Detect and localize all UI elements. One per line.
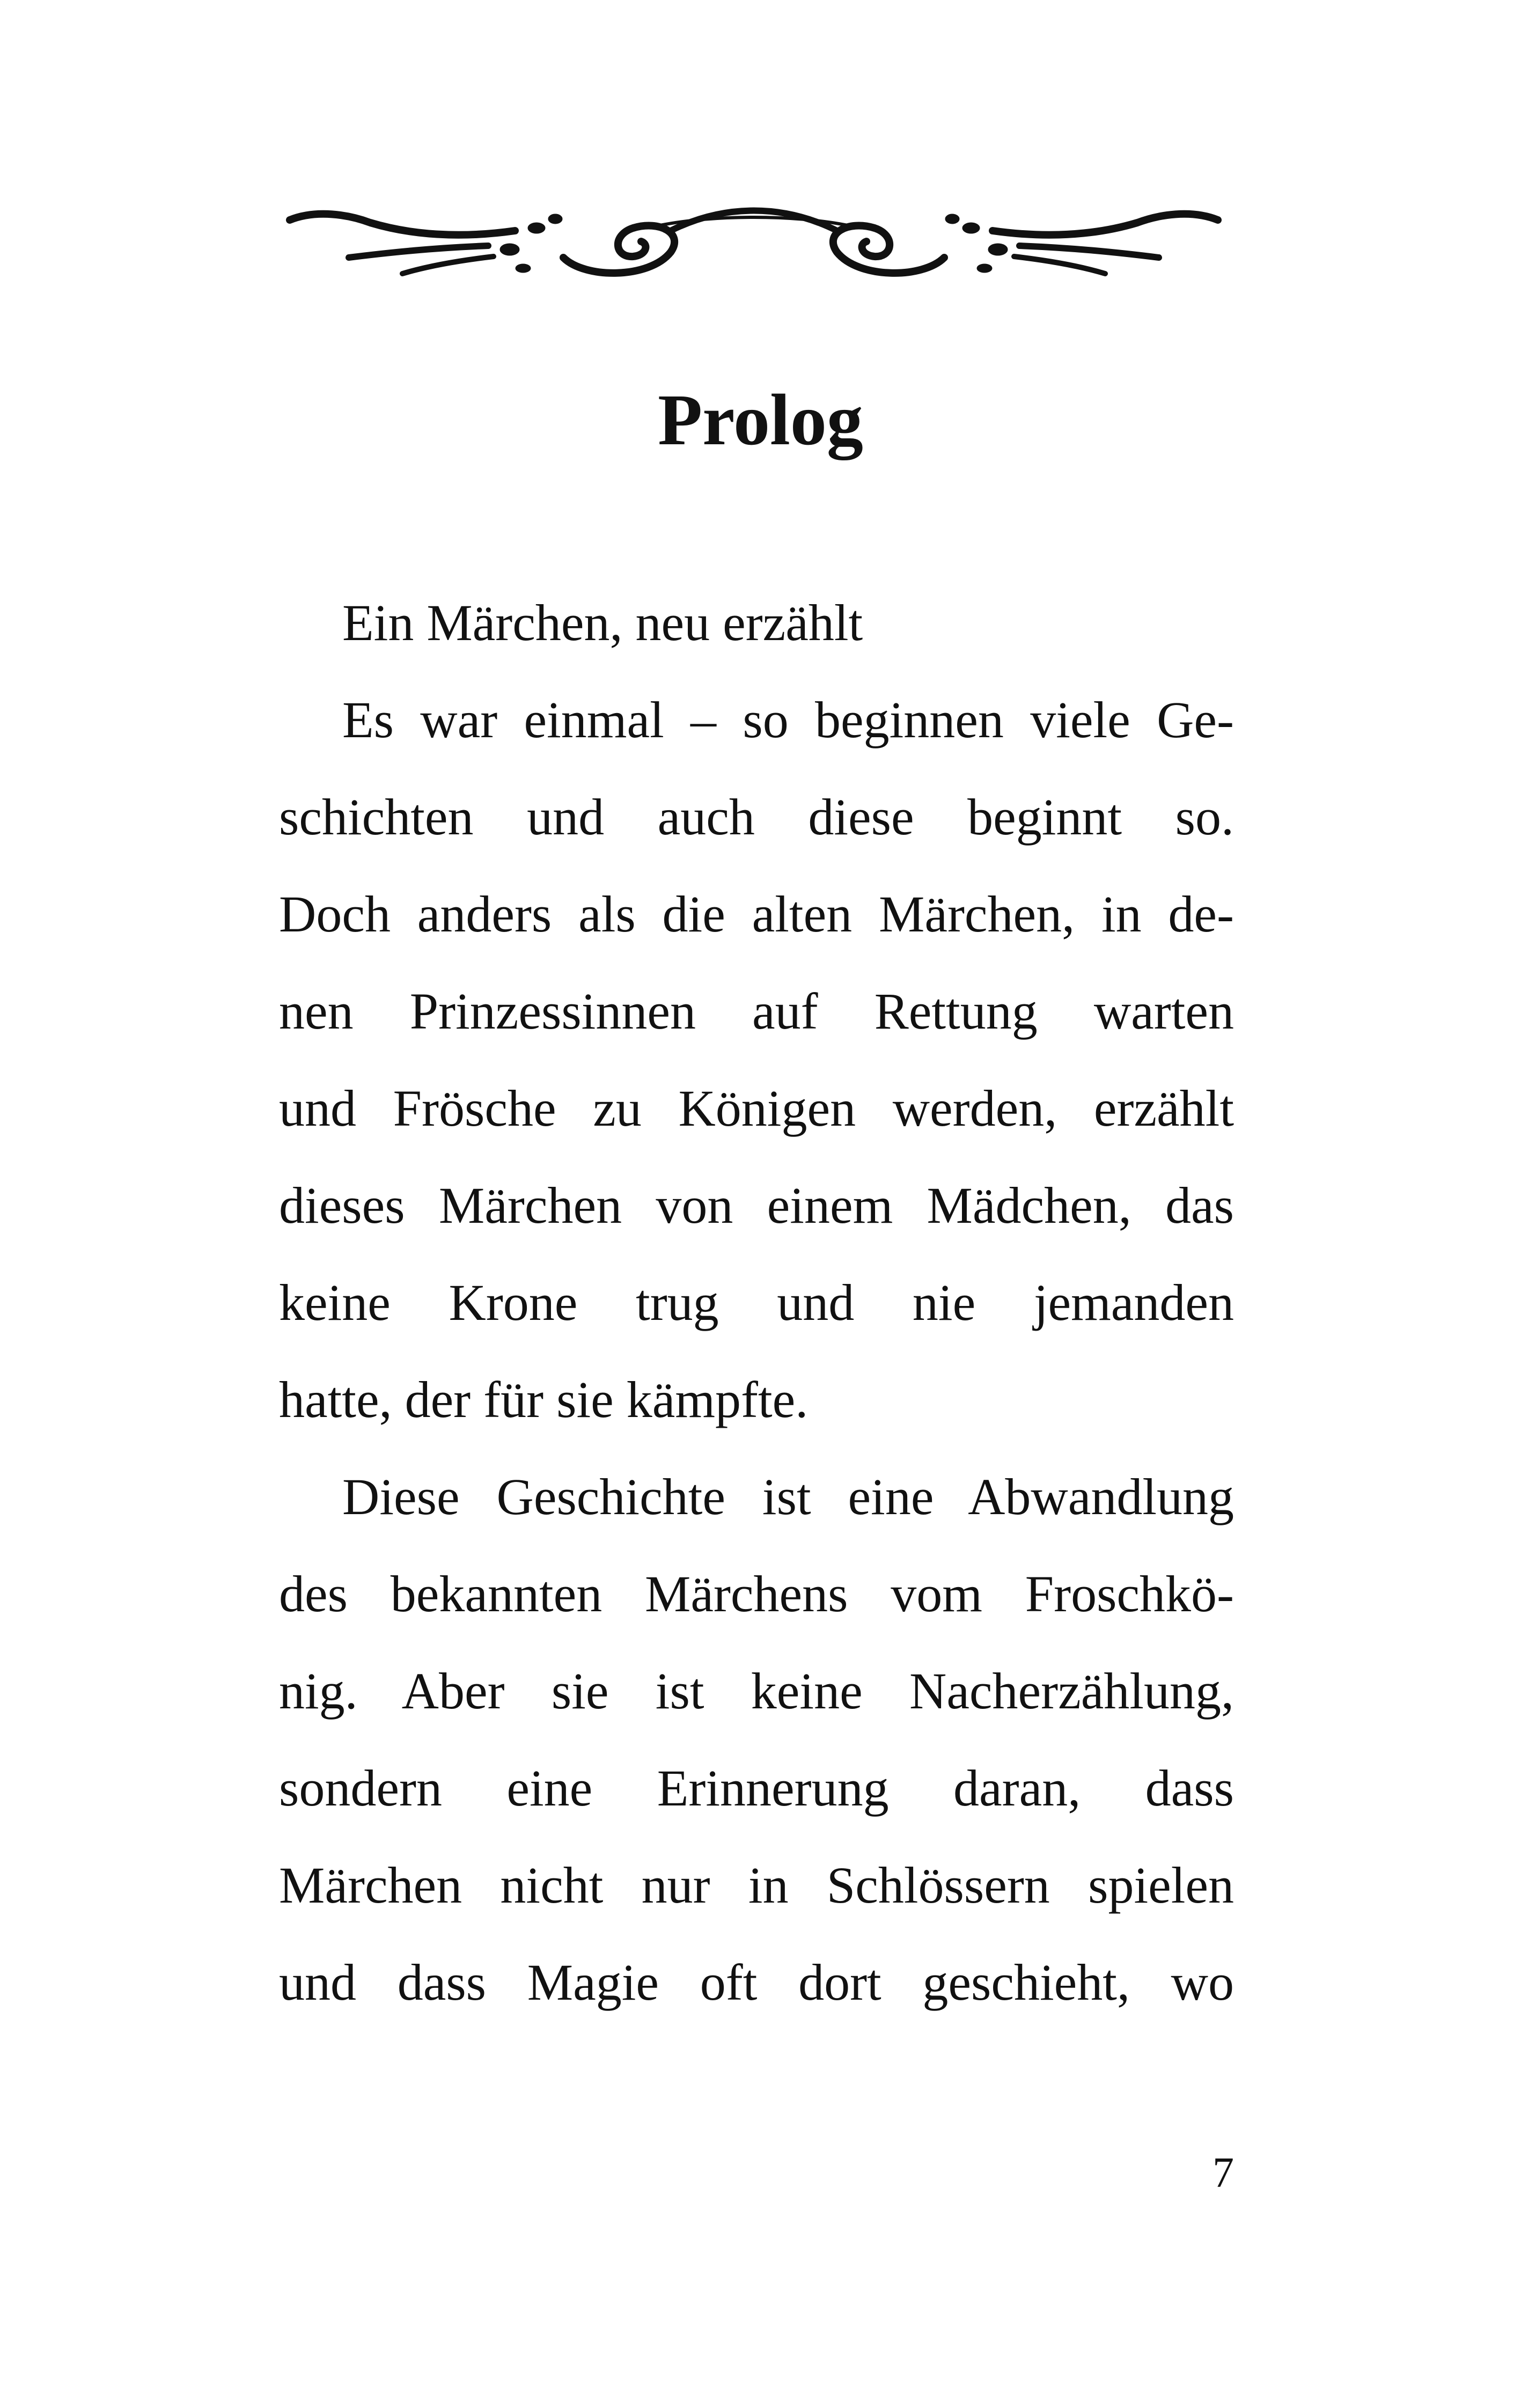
chapter-title: Prolog bbox=[658, 380, 863, 460]
text-line: und Frösche zu Königen werden, erzählt bbox=[279, 1080, 1234, 1137]
text-line: Diese Geschichte ist eine Abwandlung bbox=[342, 1468, 1234, 1525]
text-line: keine Krone trug und nie jemanden bbox=[279, 1274, 1234, 1331]
page-number: 7 bbox=[1213, 2149, 1234, 2197]
text-line: nig. Aber sie ist keine Nacherzählung, bbox=[279, 1662, 1234, 1720]
flourish-ornament-icon bbox=[284, 199, 1223, 290]
text-line: hatte, der für sie kämpfte. bbox=[279, 1371, 809, 1428]
text-line: Es war einmal – so beginnen viele Ge- bbox=[342, 691, 1234, 748]
text-line: Märchen nicht nur in Schlössern spielen bbox=[279, 1856, 1234, 1914]
text-line: des bekannten Märchens vom Froschkö- bbox=[279, 1565, 1234, 1623]
paragraph-1 bbox=[279, 671, 1234, 1448]
body-text bbox=[279, 574, 1234, 2031]
text-line: dieses Märchen von einem Mädchen, das bbox=[279, 1177, 1234, 1234]
text-line: sondern eine Erinnerung daran, dass bbox=[279, 1759, 1234, 1817]
text-line: und dass Magie oft dort geschieht, wo bbox=[279, 1954, 1234, 2011]
text-line: nen Prinzessinnen auf Rettung warten bbox=[279, 982, 1234, 1040]
subtitle-paragraph bbox=[279, 574, 1234, 671]
text-line: schichten und auch diese beginnt so. bbox=[279, 788, 1234, 846]
text-line: Doch anders als die alten Märchen, in de- bbox=[279, 885, 1234, 943]
paragraph-2 bbox=[279, 1448, 1234, 2031]
subtitle-line: Ein Märchen, neu erzählt bbox=[342, 594, 863, 651]
